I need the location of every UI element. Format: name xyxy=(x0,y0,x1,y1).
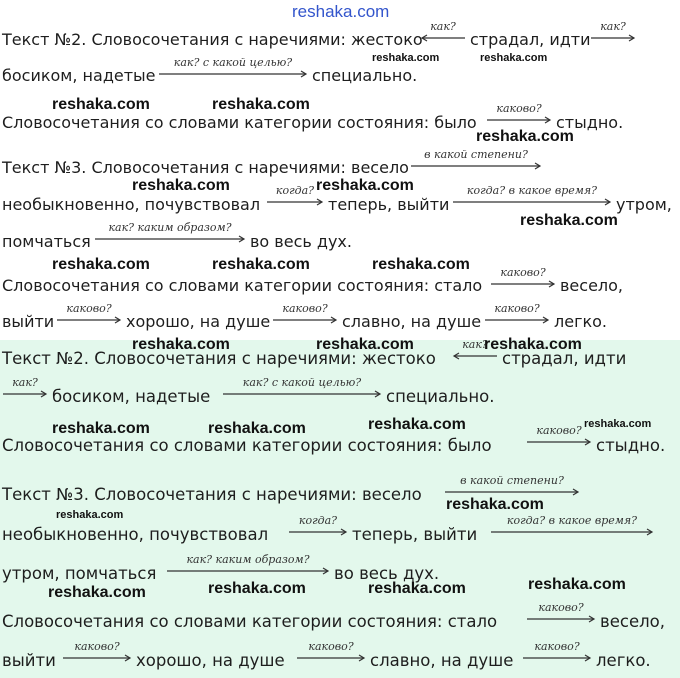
watermark: reshaka.com xyxy=(212,256,310,273)
watermark: reshaka.com xyxy=(208,420,306,437)
question-label: как? каким образом? xyxy=(108,221,232,234)
question-arrow xyxy=(288,514,348,536)
arrow-right-icon xyxy=(296,654,366,662)
arrow-right-icon xyxy=(490,280,556,288)
question-label: когда? xyxy=(298,514,338,527)
watermark: reshaka.com xyxy=(446,496,544,513)
question-label: каково? xyxy=(536,424,582,437)
text-line: Словосочетания со словами категории состояния: было xyxy=(2,113,477,132)
question-arrow xyxy=(62,640,132,662)
text-line: славно, на душе xyxy=(370,651,514,670)
question-label: каково? xyxy=(74,640,120,653)
question-label: каково? xyxy=(282,302,328,315)
question-label: каково? xyxy=(308,640,354,653)
arrow-right-icon xyxy=(452,198,612,206)
watermark: reshaka.com xyxy=(52,420,150,437)
text-line: весело, xyxy=(560,276,624,295)
watermark: reshaka.com xyxy=(372,256,470,273)
arrow-right-icon xyxy=(222,390,382,398)
text-line: хорошо, на душе xyxy=(126,312,271,331)
text-line: стыдно. xyxy=(596,436,666,455)
arrow-right-icon xyxy=(410,162,542,170)
question-arrow xyxy=(272,302,338,324)
text-line: выйти xyxy=(2,651,56,670)
text-line: Словосочетания со словами категории состояния: стало xyxy=(2,612,498,631)
question-label: как? с какой целью? xyxy=(173,56,293,69)
arrow-right-icon xyxy=(490,528,654,536)
question-label: как? каким образом? xyxy=(186,553,310,566)
watermark: reshaka.com xyxy=(208,580,306,597)
question-label: каково? xyxy=(66,302,112,315)
watermark: reshaka.com xyxy=(52,96,150,113)
question-arrow xyxy=(484,302,550,324)
text-line: во весь дух. xyxy=(250,232,352,251)
question-arrow xyxy=(526,424,592,446)
text-line: необыкновенно, почувствовал xyxy=(2,195,261,214)
watermark: reshaka.com xyxy=(48,584,146,601)
watermark: reshaka.com xyxy=(368,580,466,597)
arrow-right-icon xyxy=(56,316,122,324)
text-line: необыкновенно, почувствовал xyxy=(2,525,269,544)
question-label: когда? в какое время? xyxy=(506,514,638,527)
question-label: каково? xyxy=(538,601,584,614)
question-label: в какой степени? xyxy=(460,474,564,487)
text-line: помчаться xyxy=(2,232,91,251)
question-arrow xyxy=(56,302,122,324)
text-line: утром, xyxy=(616,195,672,214)
text-line: весело, xyxy=(600,612,665,631)
arrow-right-icon xyxy=(272,316,338,324)
watermark: reshaka.com xyxy=(316,177,414,194)
question-label: как? xyxy=(600,20,626,33)
text-line: босиком, надетые xyxy=(52,387,211,406)
question-label: когда? xyxy=(275,184,315,197)
text-line: стыдно. xyxy=(556,113,624,132)
text-line: специально. xyxy=(386,387,495,406)
arrow-right-icon xyxy=(62,654,132,662)
question-arrow xyxy=(94,221,246,243)
text-line: теперь, выйти xyxy=(352,525,478,544)
watermark: reshaka.com xyxy=(132,336,230,353)
question-arrow xyxy=(490,514,654,536)
text-line: Текст №2. Словосочетания с наречиями: жестоко xyxy=(2,349,436,368)
arrow-left-icon xyxy=(420,34,466,42)
question-label: как? xyxy=(430,20,456,33)
arrow-right-icon xyxy=(166,567,330,575)
question-arrow xyxy=(296,640,366,662)
question-arrow xyxy=(486,102,552,124)
watermark: reshaka.com xyxy=(56,509,124,521)
text-line: специально. xyxy=(312,66,418,85)
text-line: босиком, надетые xyxy=(2,66,156,85)
question-arrow xyxy=(166,553,330,575)
watermark: reshaka.com xyxy=(52,256,150,273)
watermark: reshaka.com xyxy=(520,212,618,229)
arrow-right-icon xyxy=(526,615,596,623)
site-watermark-header: reshaka.com xyxy=(292,2,390,21)
text-line: хорошо, на душе xyxy=(136,651,285,670)
arrow-right-icon xyxy=(2,390,48,398)
question-arrow xyxy=(222,376,382,398)
question-arrow xyxy=(158,56,308,78)
text-line: страдал, идти xyxy=(470,30,591,49)
watermark: reshaka.com xyxy=(316,336,414,353)
text-line: Текст №2. Словосочетания с наречиями: жестоко xyxy=(2,30,423,49)
text-line: Текст №3. Словосочетания с наречиями: весело xyxy=(2,158,409,177)
text-line: страдал, идти xyxy=(502,349,627,368)
text-line: Текст №3. Словосочетания с наречиями: весело xyxy=(2,485,422,504)
text-line: утром, помчаться xyxy=(2,564,157,583)
text-line: выйти xyxy=(2,312,55,331)
arrow-right-icon xyxy=(486,116,552,124)
question-label: когда? в какое время? xyxy=(466,184,598,197)
watermark: reshaka.com xyxy=(528,576,626,593)
question-label: каково? xyxy=(494,302,540,315)
question-arrow xyxy=(526,601,596,623)
question-arrow xyxy=(2,376,48,398)
question-label: в какой степени? xyxy=(424,148,528,161)
question-arrow xyxy=(444,474,580,496)
watermark: reshaka.com xyxy=(372,52,440,64)
question-label: каково? xyxy=(534,640,580,653)
question-label: каково? xyxy=(500,266,546,279)
question-arrow xyxy=(266,184,324,206)
text-line: славно, на душе xyxy=(342,312,482,331)
arrow-right-icon xyxy=(522,654,592,662)
watermark: reshaka.com xyxy=(476,128,574,145)
arrow-right-icon xyxy=(288,528,348,536)
text-line: Словосочетания со словами категории состояния: стало xyxy=(2,276,483,295)
watermark: reshaka.com xyxy=(212,96,310,113)
arrow-right-icon xyxy=(590,34,636,42)
watermark: reshaka.com xyxy=(368,416,466,433)
question-label: каково? xyxy=(496,102,542,115)
question-arrow xyxy=(452,184,612,206)
question-label: как? с какой целью? xyxy=(242,376,362,389)
question-arrow xyxy=(410,148,542,170)
watermark: reshaka.com xyxy=(584,418,652,430)
arrow-right-icon xyxy=(94,235,246,243)
arrow-right-icon xyxy=(526,438,592,446)
text-line: легко. xyxy=(554,312,608,331)
arrow-right-icon xyxy=(266,198,324,206)
question-arrow xyxy=(522,640,592,662)
question-label: как? xyxy=(12,376,38,389)
question-label: как? xyxy=(462,338,488,351)
text-line: Словосочетания со словами категории состояния: было xyxy=(2,436,492,455)
text-line: во весь дух. xyxy=(334,564,440,583)
text-line: теперь, выйти xyxy=(328,195,450,214)
question-arrow xyxy=(590,20,636,42)
watermark: reshaka.com xyxy=(132,177,230,194)
question-arrow xyxy=(490,266,556,288)
arrow-right-icon xyxy=(158,70,308,78)
text-line: легко. xyxy=(596,651,651,670)
arrow-right-icon xyxy=(444,488,580,496)
question-arrow xyxy=(420,20,466,42)
watermark: reshaka.com xyxy=(484,336,582,353)
arrow-right-icon xyxy=(484,316,550,324)
watermark: reshaka.com xyxy=(480,52,548,64)
